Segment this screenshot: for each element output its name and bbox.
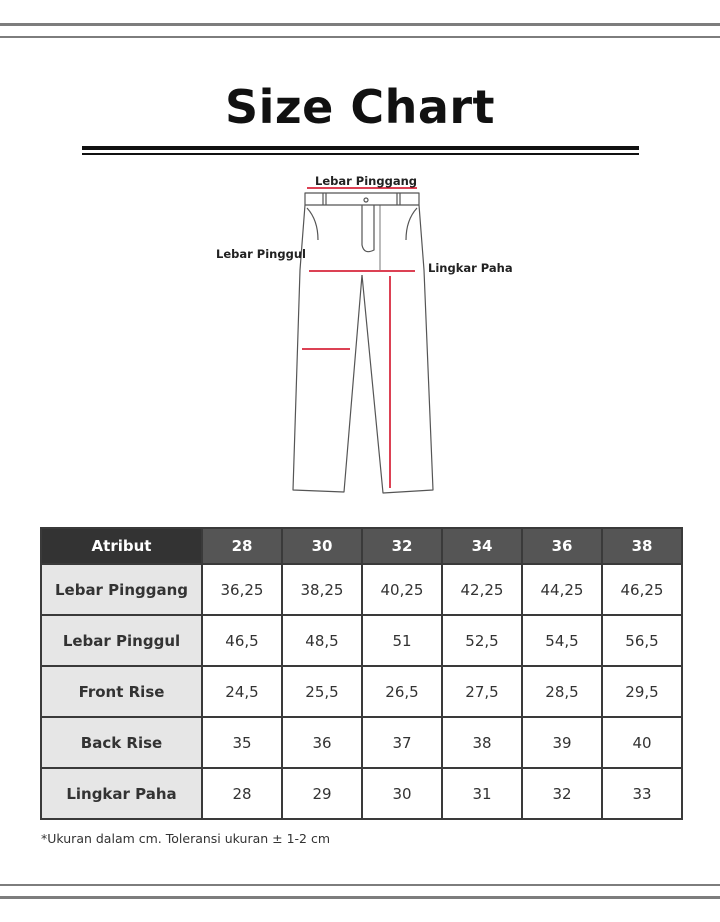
size-header: 34 (442, 528, 522, 564)
size-header: 36 (522, 528, 602, 564)
row-label: Lebar Pinggang (41, 564, 202, 615)
table-cell: 33 (602, 768, 682, 819)
table-row (41, 564, 682, 615)
table-header-row (41, 528, 682, 564)
table-cell: 51 (362, 615, 442, 666)
footnote: *Ukuran dalam cm. Toleransi ukuran ± 1-2 cm (41, 831, 331, 846)
table-cell: 54,5 (522, 615, 602, 666)
table-cell: 36,25 (202, 564, 282, 615)
right-leg-outline (362, 205, 433, 493)
size-header: 28 (202, 528, 282, 564)
table-cell: 37 (362, 717, 442, 768)
table-cell: 48,5 (282, 615, 362, 666)
table-cell: 38 (442, 717, 522, 768)
table-cell: 44,25 (522, 564, 602, 615)
right-pocket (406, 208, 417, 240)
table-cell: 40,25 (362, 564, 442, 615)
table-cell: 28 (202, 768, 282, 819)
row-label: Lebar Pinggul (41, 615, 202, 666)
waistband (305, 193, 419, 205)
table-cell: 39 (522, 717, 602, 768)
table-cell: 29 (282, 768, 362, 819)
table-cell: 46,5 (202, 615, 282, 666)
table-row (41, 768, 682, 819)
table-cell: 24,5 (202, 666, 282, 717)
table-cell: 35 (202, 717, 282, 768)
table-cell: 26,5 (362, 666, 442, 717)
label-waist: Lebar Pinggang (315, 174, 417, 188)
table-cell: 29,5 (602, 666, 682, 717)
fly (362, 205, 374, 252)
table-cell: 36 (282, 717, 362, 768)
table-cell: 31 (442, 768, 522, 819)
table-cell: 27,5 (442, 666, 522, 717)
label-thigh: Lingkar Paha (428, 261, 513, 275)
row-label: Front Rise (41, 666, 202, 717)
label-hip: Lebar Pinggul (216, 247, 306, 261)
size-header: 32 (362, 528, 442, 564)
table-cell: 42,25 (442, 564, 522, 615)
row-label: Back Rise (41, 717, 202, 768)
size-table (40, 527, 683, 820)
table-cell: 32 (522, 768, 602, 819)
page-title: Size Chart (224, 80, 496, 134)
table-cell: 56,5 (602, 615, 682, 666)
table-row (41, 666, 682, 717)
table-cell: 28,5 (522, 666, 602, 717)
left-pocket (307, 208, 318, 240)
table-cell: 38,25 (282, 564, 362, 615)
size-header: 38 (602, 528, 682, 564)
table-cell: 25,5 (282, 666, 362, 717)
table-cell: 30 (362, 768, 442, 819)
size-header: 30 (282, 528, 362, 564)
row-label: Lingkar Paha (41, 768, 202, 819)
table-cell: 46,25 (602, 564, 682, 615)
bottom-border-inner (0, 884, 720, 886)
bottom-border (0, 896, 720, 899)
table-cell: 52,5 (442, 615, 522, 666)
table-cell: 40 (602, 717, 682, 768)
table-row (41, 615, 682, 666)
attribute-header: Atribut (41, 528, 202, 564)
table-row (41, 717, 682, 768)
